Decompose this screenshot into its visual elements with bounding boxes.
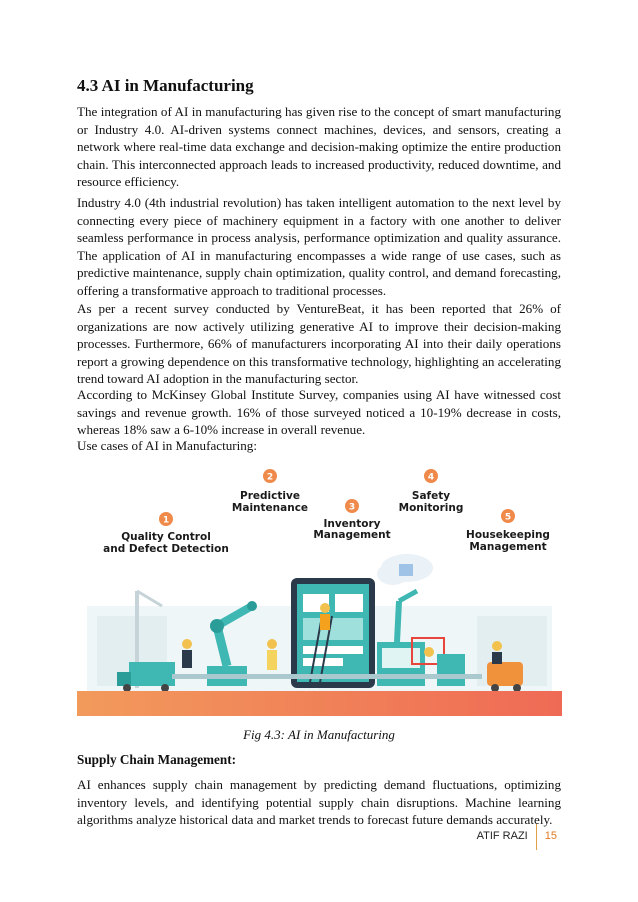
- paragraph-use-cases-intro: Use cases of AI in Manufacturing:: [77, 438, 257, 453]
- badge-number-1: 1: [162, 515, 170, 526]
- section-title: 4.3 AI in Manufacturing: [77, 76, 254, 95]
- use-case-badge-2: [263, 469, 277, 483]
- paragraph-industry-4: Industry 4.0 (4th industrial revolution) has taken intelligent automation to the next level by connecting every piece of machinery equipment in a factory with one another to deliver seamless performance in process analysis, performance optimization and quality assurance. The application of AI in manufacturing encompasses a wide range of use cases, such as predictive maintenance, supply chain optimization, quality control, and demand forecasting, offering a transformative approach to traditional processes.: [77, 195, 561, 298]
- use-case-badge-4: [424, 469, 438, 483]
- paragraph-smart-manufacturing: The integration of AI in manufacturing has given rise to the concept of smart manufacturing or Industry 4.0. AI-driven systems connect machines, devices, and sensors, creating a network where real-time data exchange and decision-making optimize the entire production chain. This interconnected approach leads to increased productivity, reduced downtime, and resource efficiency.: [77, 104, 561, 190]
- paragraph-venturebeat-survey: As per a recent survey conducted by VentureBeat, it has been reported that 26% of organizations are now actively utilizing generative AI to improve their decision-making processes. Furthermore, 66% of manufacturers incorporating AI into their daily operations report a growing dependence on this transformative technology, highlighting an accelerating trend toward AI adoption in the manufacturing sector.: [77, 301, 561, 387]
- label-predictive: Predictive: [240, 490, 300, 502]
- footer-author: ATIF RAZI: [477, 824, 537, 850]
- badge-number-4: 4: [427, 472, 435, 483]
- page-number: 15: [544, 830, 557, 842]
- use-case-badge-3: [345, 499, 359, 513]
- label-housekeeping: Housekeeping: [466, 529, 550, 541]
- label-maintenance: Maintenance: [231, 502, 309, 514]
- manufacturing-illustration: [77, 466, 562, 716]
- paragraph-supply-chain: AI enhances supply chain management by predicting demand fluctuations, optimizing inventory levels, and identifying potential supply chain disruptions. Machine learning algorithms analyze historical data and market trends to forecast future demands accurately.: [77, 777, 561, 828]
- label-defect-detection: and Defect Detection: [103, 543, 229, 555]
- subheading-supply-chain: Supply Chain Management:: [77, 752, 237, 767]
- label-housekeeping-management: Management: [469, 541, 547, 553]
- badge-number-5: 5: [504, 512, 512, 523]
- label-inventory: Inventory: [323, 518, 381, 530]
- label-safety: Safety: [411, 490, 451, 502]
- paragraph-mckinsey-survey: According to McKinsey Global Institute Survey, companies using AI have witnessed cost savings and revenue growth. 16% of those surveyed noticed a 10-19% decrease in costs, whereas 18% saw a 6-10% increase in overall revenue.: [77, 387, 561, 438]
- label-quality-control: Quality Control: [121, 531, 211, 543]
- label-monitoring: Monitoring: [398, 502, 464, 514]
- label-inventory-management: Management: [313, 529, 391, 541]
- use-case-badge-5: [501, 509, 515, 523]
- badge-number-2: 2: [266, 472, 274, 483]
- figure-caption: Fig 4.3: AI in Manufacturing: [243, 727, 395, 742]
- badge-number-3: 3: [348, 502, 356, 513]
- use-case-badge-1: [159, 512, 173, 526]
- page-footer: [477, 824, 561, 850]
